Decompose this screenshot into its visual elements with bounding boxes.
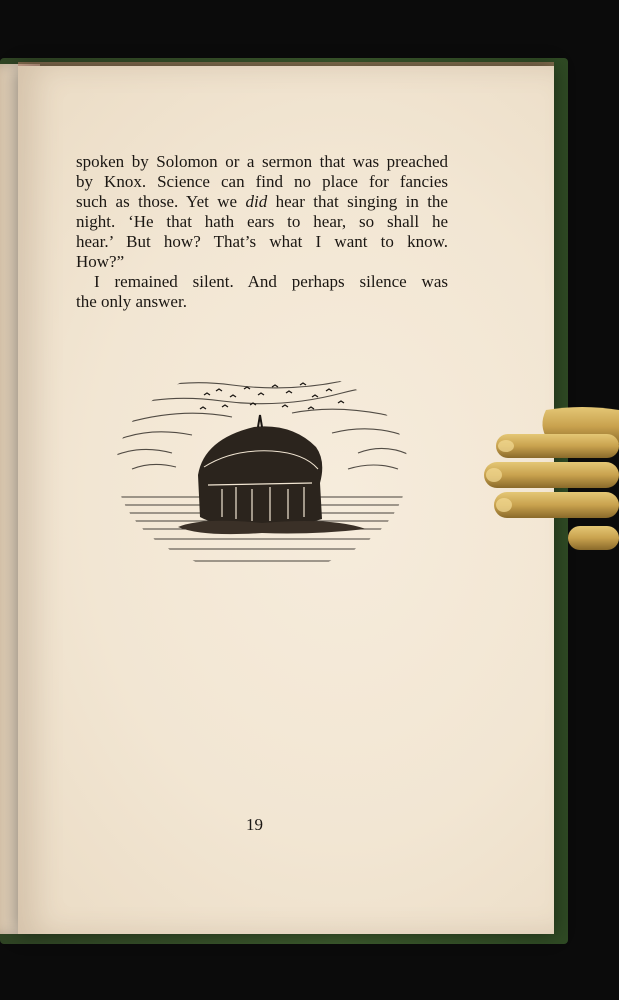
bird-flock: [200, 383, 344, 409]
lighthouse: [258, 415, 262, 427]
text-segment: hear that singing in the: [267, 192, 448, 211]
island-engraving: [112, 357, 412, 577]
text-segment: such as those. Yet we: [76, 192, 246, 211]
page-text-block: [76, 152, 448, 312]
emphasis-word: did: [245, 192, 268, 211]
text-line: spoken by Solomon or a sermon that was preached: [76, 152, 448, 171]
text-line: hear.’ But how? That’s what I want to know.: [76, 232, 448, 251]
text-line: night. ‘He that hath ears to hear, so shall he: [76, 212, 448, 231]
text-line: by Knox. Science can find no place for fancies: [76, 172, 448, 191]
brass-hand-page-holder: [478, 404, 619, 554]
text-line: the only answer.: [76, 292, 187, 311]
text-line: How?”: [76, 252, 125, 271]
text-line: [76, 192, 448, 212]
page-number: 19: [246, 815, 263, 834]
island-rock: [178, 415, 366, 534]
text-line: I remained silent. And perhaps silence was: [94, 272, 448, 291]
